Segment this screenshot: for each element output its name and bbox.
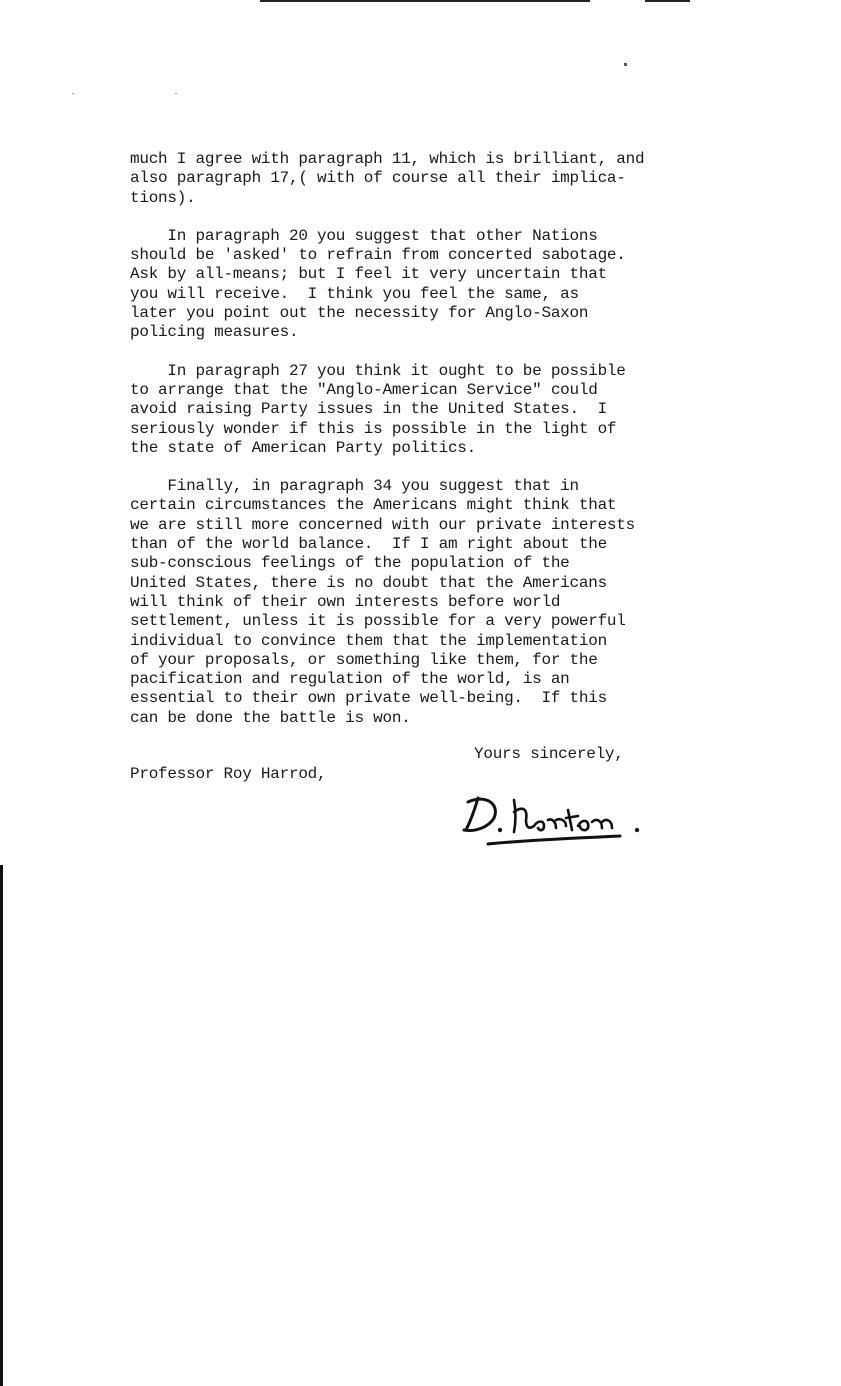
- scan-line-top-right: [645, 0, 690, 2]
- scan-speck: [72, 93, 74, 94]
- scan-speck: [624, 63, 627, 66]
- scan-speck: [175, 93, 177, 94]
- scan-line-top: [260, 0, 590, 2]
- handwritten-signature: [456, 790, 656, 855]
- addressee-name: Professor Roy Harrod,: [130, 765, 327, 783]
- scan-left-edge: [0, 865, 3, 1386]
- paragraph-4: Finally, in paragraph 34 you suggest that in certain circumstances the Americans might think that we are still more concerned with our private interests than of the world balance. If I am right about the sub-conscious feelings of the population of the United States, there is no doubt that the Americans will think of their own interests before world settlement, unless it is possible for a very powerful individual to convince them that the implementation of your proposals, or something like them, for the pacification and regulation of the world, is an essential to their own private well-being. If this can be done the battle is won.: [130, 477, 635, 727]
- paragraph-3: In paragraph 27 you think it ought to be possible to arrange that the "Anglo-American Service" could avoid raising Party issues in the United States. I seriously wonder if this is possible in the light of the state of American Party politics.: [130, 361, 626, 457]
- closing-salutation: Yours sincerely,: [474, 745, 624, 763]
- paragraph-1: much I agree with paragraph 11, which is brilliant, and also paragraph 17,( with of course all their implica- tions).: [130, 150, 645, 207]
- paragraph-2: In paragraph 20 you suggest that other Nations should be 'asked' to refrain from concerted sabotage. Ask by all-means; but I feel it very uncertain that you will receive. I think you feel the same, as later you point out the necessity for Anglo-Saxon policing measures.: [130, 226, 626, 342]
- letter-body: [130, 150, 690, 728]
